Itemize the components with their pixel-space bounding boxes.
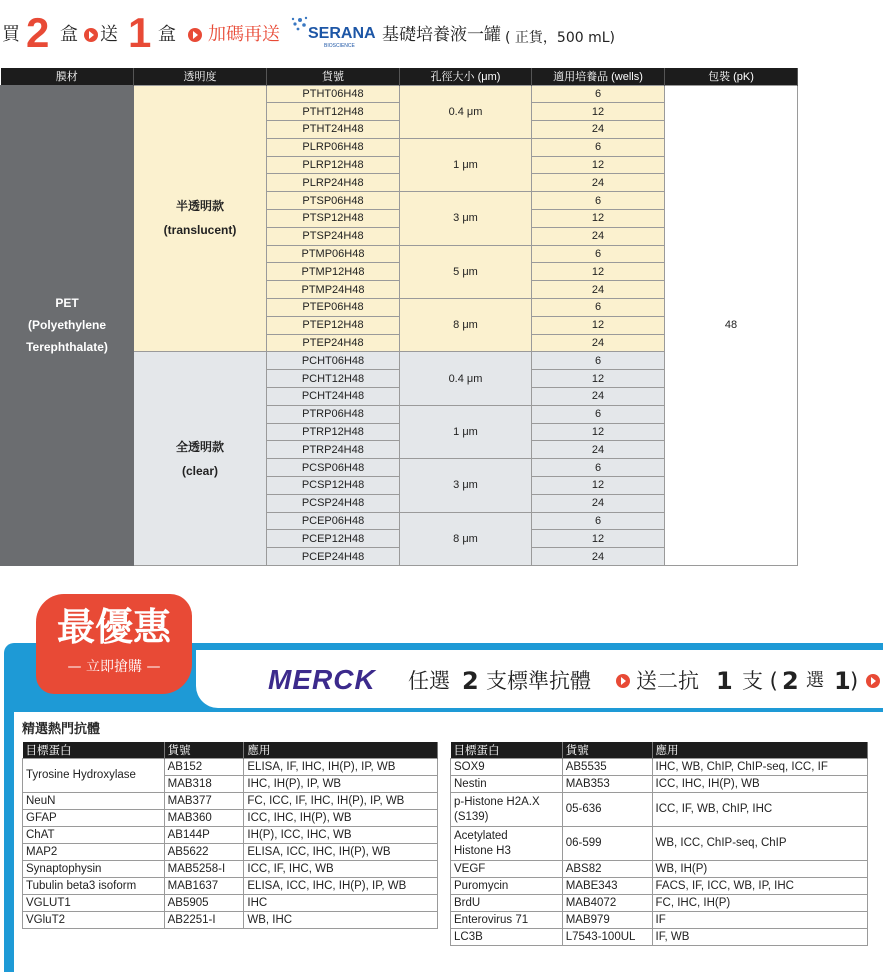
give-qty: 1 <box>128 9 152 56</box>
column-header: 應用 <box>244 742 438 759</box>
application: IHC, IH(P), IP, WB <box>244 776 438 793</box>
catalog-number: PTHT12H48 <box>267 103 400 121</box>
serana-logo <box>290 14 380 54</box>
well-format: 24 <box>532 388 665 406</box>
well-format: 6 <box>532 405 665 423</box>
promo-num-2: 1 <box>716 667 733 695</box>
table-row <box>1 85 798 103</box>
arrow-circle-icon <box>616 674 630 688</box>
well-format: 12 <box>532 370 665 388</box>
catalog-number: PCHT06H48 <box>267 352 400 370</box>
catalog-number: 05-636 <box>562 793 652 827</box>
application: ELISA, IF, IHC, IH(P), IP, WB <box>244 759 438 776</box>
well-format: 12 <box>532 156 665 174</box>
buy-qty: 2 <box>26 9 50 56</box>
well-format: 12 <box>532 423 665 441</box>
promo-num-4: 1 <box>834 667 851 695</box>
catalog-number: PTRP24H48 <box>267 441 400 459</box>
application: ICC, IHC, IH(P), WB <box>244 810 438 827</box>
best-deal-badge[interactable] <box>36 594 192 694</box>
translucent-line: 半透明款 <box>175 199 224 214</box>
material-line: (Polyethylene <box>27 318 107 333</box>
catalog-number: PTSP12H48 <box>267 210 400 228</box>
pore-size: 1 μm <box>400 138 532 191</box>
table-row <box>23 878 438 895</box>
application: WB, ICC, ChIP-seq, ChIP <box>652 827 867 861</box>
pore-size: 3 μm <box>400 192 532 245</box>
catalog-number: PTRP12H48 <box>267 423 400 441</box>
application: FACS, IF, ICC, WB, IP, IHC <box>652 878 867 895</box>
column-header: 透明度 <box>134 68 267 85</box>
material-line: PET <box>55 296 79 311</box>
antibody-table-left <box>22 742 438 929</box>
table-row <box>451 759 868 776</box>
translucent-line: (translucent) <box>163 223 237 238</box>
well-format: 24 <box>532 441 665 459</box>
well-format: 12 <box>532 316 665 334</box>
column-header: 包裝 (pK) <box>665 68 798 85</box>
target-protein <box>451 793 563 827</box>
application: WB, IHC <box>244 912 438 929</box>
table-row <box>451 929 868 946</box>
column-header: 貨號 <box>562 742 652 759</box>
promo-num-1: 2 <box>462 667 479 695</box>
pore-size: 8 μm <box>400 512 532 565</box>
table-row <box>451 776 868 793</box>
catalog-number: AB5535 <box>562 759 652 776</box>
arrow-circle-icon <box>84 28 98 42</box>
catalog-number: AB152 <box>164 759 244 776</box>
catalog-number: MAB979 <box>562 912 652 929</box>
catalog-number: AB2251-I <box>164 912 244 929</box>
table-row <box>23 861 438 878</box>
catalog-number: PCHT12H48 <box>267 370 400 388</box>
antibody-table-header <box>23 742 438 759</box>
promo-text-5: 選 <box>806 670 824 691</box>
column-header: 應用 <box>652 742 867 759</box>
target-line: Nestin <box>454 777 487 790</box>
table-row <box>23 895 438 912</box>
column-header: 貨號 <box>267 68 400 85</box>
antibody-table-right <box>450 742 868 946</box>
catalog-number: PTEP24H48 <box>267 334 400 352</box>
application: IHC <box>244 895 438 912</box>
well-format: 24 <box>532 334 665 352</box>
application: WB, IH(P) <box>652 861 867 878</box>
table-row <box>23 793 438 810</box>
table-row <box>451 793 868 827</box>
well-format: 6 <box>532 138 665 156</box>
table-row <box>451 878 868 895</box>
target-protein: Synaptophysin <box>23 861 165 878</box>
catalog-number: L7543-100UL <box>562 929 652 946</box>
catalog-number: PCEP24H48 <box>267 548 400 566</box>
well-format: 12 <box>532 263 665 281</box>
catalog-number: MAB360 <box>164 810 244 827</box>
catalog-number: AB5905 <box>164 895 244 912</box>
column-header: 適用培養品 (wells) <box>532 68 665 85</box>
target-protein: Tubulin beta3 isoform <box>23 878 165 895</box>
target-protein <box>451 776 563 793</box>
pack-cell: 48 <box>665 85 798 566</box>
pore-size: 1 μm <box>400 405 532 458</box>
catalog-number: PTEP06H48 <box>267 299 400 317</box>
pore-size: 0.4 μm <box>400 85 532 138</box>
antibody-table-header <box>451 742 868 759</box>
catalog-number: PLRP24H48 <box>267 174 400 192</box>
box-text: 盒 <box>60 24 78 45</box>
well-format: 6 <box>532 192 665 210</box>
product-note: ( 正貨，500 mL) <box>505 30 615 46</box>
svg-text:SERANA: SERANA <box>308 25 376 42</box>
well-format: 6 <box>532 245 665 263</box>
buy-text: 買 <box>2 24 20 45</box>
well-format: 6 <box>532 352 665 370</box>
application: FC, ICC, IF, IHC, IH(P), IP, WB <box>244 793 438 810</box>
well-format: 24 <box>532 121 665 139</box>
insert-table <box>0 68 798 566</box>
catalog-number: PTEP12H48 <box>267 316 400 334</box>
merck-logo: MERCK <box>268 664 376 695</box>
catalog-number: PCSP06H48 <box>267 459 400 477</box>
catalog-number: PTRP06H48 <box>267 405 400 423</box>
application: ELISA, ICC, IHC, IH(P), IP, WB <box>244 878 438 895</box>
product-text: 基礎培養液一罐 <box>382 25 501 45</box>
box-text-2: 盒 <box>158 24 176 45</box>
well-format: 24 <box>532 227 665 245</box>
well-format: 6 <box>532 299 665 317</box>
application: IF <box>652 912 867 929</box>
catalog-number: PTMP12H48 <box>267 263 400 281</box>
catalog-number: PCHT24H48 <box>267 388 400 406</box>
promo-text-6: ) <box>850 669 859 693</box>
target-protein: VGluT2 <box>23 912 165 929</box>
material-line: Terephthalate) <box>26 340 108 355</box>
target-protein <box>451 827 563 861</box>
column-header: 貨號 <box>164 742 244 759</box>
application: ICC, IF, IHC, WB <box>244 861 438 878</box>
catalog-number: PLRP12H48 <box>267 156 400 174</box>
promo-num-3: 2 <box>782 667 799 695</box>
target-line: Enterovirus 71 <box>454 913 529 926</box>
column-header: 膜材 <box>1 68 134 85</box>
extra-text: 加碼再送 <box>208 24 280 45</box>
table-row <box>23 827 438 844</box>
catalog-number: PCSP24H48 <box>267 494 400 512</box>
catalog-number: MAB353 <box>562 776 652 793</box>
badge-subtitle: — 立即搶購 — <box>67 659 161 675</box>
column-header: 目標蛋白 <box>23 742 165 759</box>
target-protein: MAP2 <box>23 844 165 861</box>
table-row <box>23 844 438 861</box>
well-format: 12 <box>532 477 665 495</box>
target-line: Histone H3 <box>454 844 511 857</box>
section-title: 精選熱門抗體 <box>22 722 101 737</box>
catalog-number: MABE343 <box>562 878 652 895</box>
catalog-number: PTHT06H48 <box>267 85 400 103</box>
table-row <box>23 912 438 929</box>
pore-size: 3 μm <box>400 459 532 512</box>
catalog-number: PLRP06H48 <box>267 138 400 156</box>
target-protein: GFAP <box>23 810 165 827</box>
pore-size: 0.4 μm <box>400 352 532 405</box>
application: ICC, IHC, IH(P), WB <box>652 776 867 793</box>
well-format: 12 <box>532 530 665 548</box>
well-format: 6 <box>532 459 665 477</box>
application: ICC, IF, WB, ChIP, IHC <box>652 793 867 827</box>
application: IHC, WB, ChIP, ChIP-seq, ICC, IF <box>652 759 867 776</box>
target-protein: Tyrosine Hydroxylase <box>23 759 165 793</box>
target-protein <box>451 759 563 776</box>
catalog-number: PTMP06H48 <box>267 245 400 263</box>
promo-text-4: 支 ( <box>742 669 778 693</box>
catalog-number: PCEP12H48 <box>267 530 400 548</box>
svg-text:BIOSCIENCE: BIOSCIENCE <box>324 43 355 49</box>
column-header: 目標蛋白 <box>451 742 563 759</box>
well-format: 12 <box>532 210 665 228</box>
well-format: 24 <box>532 548 665 566</box>
give-text: 送 <box>100 24 118 45</box>
target-line: Acetylated <box>454 829 508 842</box>
application: IH(P), ICC, IHC, WB <box>244 827 438 844</box>
table-row <box>23 759 438 776</box>
catalog-number: ABS82 <box>562 861 652 878</box>
clear-cell <box>134 352 267 566</box>
pore-size: 8 μm <box>400 299 532 352</box>
promo-text-3: 送二抗 <box>636 669 699 693</box>
insert-table-header <box>1 68 798 85</box>
catalog-number: PCEP06H48 <box>267 512 400 530</box>
application: IF, WB <box>652 929 867 946</box>
target-protein <box>451 929 563 946</box>
well-format: 6 <box>532 85 665 103</box>
catalog-number: MAB1637 <box>164 878 244 895</box>
catalog-number: PTSP06H48 <box>267 192 400 210</box>
target-line: Puromycin <box>454 879 509 892</box>
target-line: p-Histone H2A.X <box>454 795 540 808</box>
catalog-number: AB5622 <box>164 844 244 861</box>
promo-text-2: 支標準抗體 <box>486 669 591 693</box>
catalog-number: MAB318 <box>164 776 244 793</box>
arrow-circle-icon <box>866 674 880 688</box>
clear-line: (clear) <box>181 463 219 478</box>
catalog-number: MAB4072 <box>562 895 652 912</box>
arrow-circle-icon <box>188 28 202 42</box>
catalog-number: MAB5258-I <box>164 861 244 878</box>
well-format: 24 <box>532 174 665 192</box>
catalog-number: PTSP24H48 <box>267 227 400 245</box>
target-protein <box>451 878 563 895</box>
table-row <box>451 861 868 878</box>
promo-text-1: 任選 <box>408 669 450 693</box>
target-protein <box>451 895 563 912</box>
target-protein <box>451 912 563 929</box>
catalog-number: PTMP24H48 <box>267 281 400 299</box>
catalog-number: AB144P <box>164 827 244 844</box>
clear-line: 全透明款 <box>175 439 224 454</box>
table-row <box>451 912 868 929</box>
catalog-number: PTHT24H48 <box>267 121 400 139</box>
well-format: 24 <box>532 281 665 299</box>
application: ELISA, ICC, IHC, IH(P), WB <box>244 844 438 861</box>
target-line: VEGF <box>454 862 486 875</box>
well-format: 6 <box>532 512 665 530</box>
catalog-number: MAB377 <box>164 793 244 810</box>
pore-size: 5 μm <box>400 245 532 298</box>
table-row <box>451 895 868 912</box>
material-cell <box>1 85 134 566</box>
target-line: BrdU <box>454 896 481 909</box>
promo-header <box>0 0 883 66</box>
badge-title: 最優惠 <box>56 605 171 649</box>
catalog-number: PCSP12H48 <box>267 477 400 495</box>
target-line: LC3B <box>454 930 483 943</box>
table-row <box>451 827 868 861</box>
column-header: 孔徑大小 (μm) <box>400 68 532 85</box>
target-line: (S139) <box>454 810 489 823</box>
target-protein: VGLUT1 <box>23 895 165 912</box>
well-format: 12 <box>532 103 665 121</box>
target-protein: ChAT <box>23 827 165 844</box>
well-format: 24 <box>532 494 665 512</box>
target-protein <box>451 861 563 878</box>
translucent-cell <box>134 85 267 352</box>
target-line: SOX9 <box>454 760 485 773</box>
application: FC, IHC, IH(P) <box>652 895 867 912</box>
target-protein: NeuN <box>23 793 165 810</box>
table-row <box>23 810 438 827</box>
catalog-number: 06-599 <box>562 827 652 861</box>
